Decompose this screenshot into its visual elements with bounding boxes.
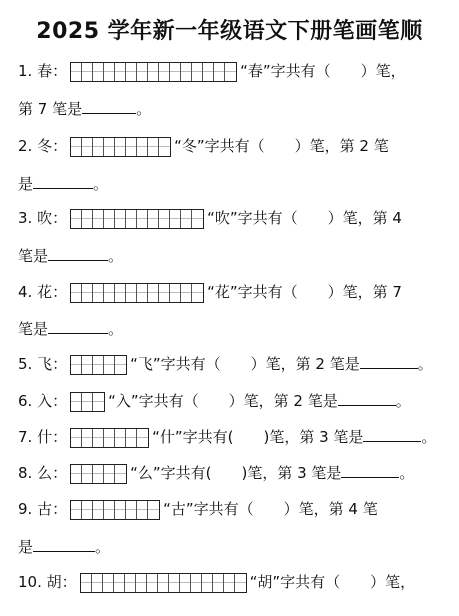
answer-blank[interactable]	[48, 319, 108, 334]
question-8	[18, 462, 443, 484]
answer-blank[interactable]	[363, 427, 421, 442]
question-end: 。	[395, 392, 411, 410]
question-end: 。	[399, 464, 415, 482]
stroke-grid[interactable]	[70, 428, 149, 448]
question-text: “春”字共有（ ）笔，	[240, 62, 406, 80]
question-end: 。	[136, 100, 152, 118]
question-number: 7. 什：	[18, 428, 68, 446]
question-1-line-2	[18, 98, 443, 120]
stroke-grid[interactable]	[80, 573, 247, 593]
question-text: 笔是	[18, 247, 49, 265]
question-text: “吹”字共有（ ）笔，第 4	[207, 209, 402, 227]
question-number: 10. 胡：	[18, 573, 77, 591]
question-text: “什”字共有( )笔，第 3 笔是	[152, 428, 364, 446]
answer-blank[interactable]	[338, 391, 396, 406]
question-end: 。	[108, 320, 124, 338]
question-text: 第 7 笔是	[18, 100, 83, 118]
question-number: 6. 入：	[18, 392, 68, 410]
question-text: “胡”字共有（ ）笔，	[249, 573, 416, 591]
question-number: 3. 吹：	[18, 209, 68, 227]
answer-blank[interactable]	[360, 354, 418, 369]
question-end: 。	[421, 428, 437, 446]
question-text: 笔是	[18, 320, 49, 338]
stroke-grid[interactable]	[70, 283, 204, 303]
question-end: 。	[93, 175, 109, 193]
question-number: 9. 古：	[18, 500, 68, 518]
stroke-grid[interactable]	[70, 392, 105, 412]
question-4-line-2	[18, 318, 443, 340]
answer-blank[interactable]	[48, 246, 108, 261]
question-number: 2. 冬：	[18, 137, 68, 155]
question-3	[18, 207, 443, 229]
question-end: 。	[95, 538, 111, 556]
question-end: 。	[108, 247, 124, 265]
question-9	[18, 498, 443, 520]
question-10	[18, 571, 443, 593]
question-text: “花”字共有（ ）笔，第 7	[207, 283, 402, 301]
question-5	[18, 353, 443, 375]
question-text: “么”字共有( )笔，第 3 笔是	[130, 464, 342, 482]
question-end: 。	[417, 355, 433, 373]
question-text: “古”字共有（ ）笔，第 4 笔	[163, 500, 378, 518]
stroke-grid[interactable]	[70, 62, 237, 82]
question-2-line-2	[18, 173, 443, 195]
stroke-grid[interactable]	[70, 500, 160, 520]
question-1	[18, 60, 443, 82]
stroke-grid[interactable]	[70, 464, 127, 484]
stroke-grid[interactable]	[70, 137, 171, 157]
question-2	[18, 135, 443, 157]
question-6	[18, 390, 443, 412]
question-7	[18, 426, 443, 448]
question-number: 1. 春：	[18, 62, 68, 80]
question-text: “入”字共有（ ）笔，第 2 笔是	[108, 392, 338, 410]
stroke-grid[interactable]	[70, 355, 127, 375]
stroke-grid[interactable]	[70, 209, 204, 229]
question-text: 是	[18, 538, 34, 556]
question-number: 8. 么：	[18, 464, 68, 482]
question-text: “飞”字共有（ ）笔，第 2 笔是	[130, 355, 360, 373]
question-text: “冬”字共有（ ）笔，第 2 笔	[174, 137, 389, 155]
question-9-line-2	[18, 536, 443, 558]
page-title: 2025 学年新一年级语文下册笔画笔顺	[36, 19, 423, 44]
answer-blank[interactable]	[33, 537, 95, 552]
answer-blank[interactable]	[33, 174, 93, 189]
answer-blank[interactable]	[82, 99, 136, 114]
answer-blank[interactable]	[341, 463, 399, 478]
question-3-line-2	[18, 245, 443, 267]
question-text: 是	[18, 175, 34, 193]
question-4	[18, 281, 443, 303]
question-number: 5. 飞：	[18, 355, 68, 373]
question-number: 4. 花：	[18, 283, 68, 301]
